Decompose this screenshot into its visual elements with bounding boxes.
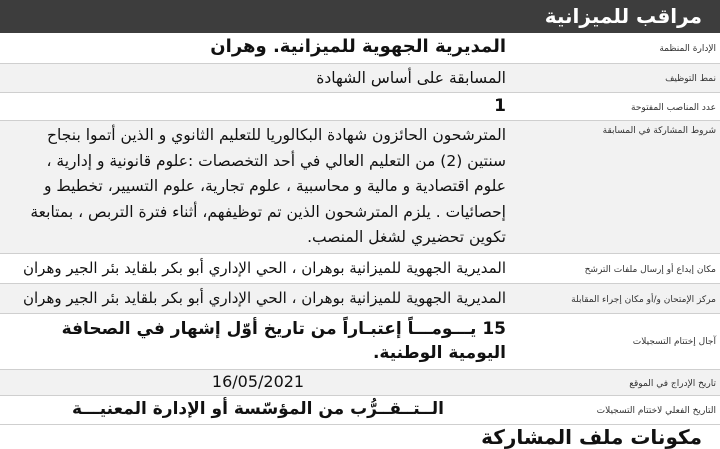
job-title-header [0,0,720,33]
field-value: المديرية الجهوية للميزانية بوهران ، الحي الإداري أبو بكر بلقايد بئر الجير وهران [23,289,506,307]
job-title: مراقب للميزانية [544,4,702,28]
field-value: 1 [494,96,506,116]
row-exam-centre [0,284,720,314]
field-value: المديرية الجهوية للميزانية. وهران [210,36,506,57]
field-label: نمط التوظيف [665,74,716,84]
row-participation-conditions [0,121,720,254]
field-value: 16/05/2021 [211,372,305,391]
field-label: التاريخ الفعلي لاختتام التسجيلات [596,406,716,416]
row-actual-closing-date [0,396,720,425]
row-registration-deadline [0,314,720,370]
field-label: آجال إختتام التسجيلات [632,337,716,347]
field-value: المسابقة على أساس الشهادة [316,69,506,87]
field-value: المديرية الجهوية للميزانية بوهران ، الحي الإداري أبو بكر بلقايد بئر الجير وهران [23,259,506,277]
field-label: عدد المناصب المفتوحة [631,103,716,113]
field-label: مركز الإمتحان و/أو مكان إجراء المقابلة [571,295,716,305]
field-value: 15 يـــومـــاً إعتبـاراً من تاريخ أوّل إشهار في الصحافة اليومية الوطنية. [61,319,506,363]
section-title: مكونات ملف المشاركة [481,425,702,449]
field-label: تاريخ الإدراج في الموقع [629,379,716,389]
field-label: مكان إيداع أو إرسال ملفات الترشح [584,265,716,275]
field-label: شروط المشاركة في المسابقة [602,126,716,136]
field-label: الإدارة المنظمة [659,44,716,54]
field-value: المترشحون الحائزون شهادة البكالوريا للتعليم الثانوي و الذين أتموا بنجاح سنتين (2) من التعليم العالي في أحد التخصصات :علوم قانونية و إدارية ، علوم اقتصادية و مالية و محاسبية ، علوم تجارية، علوم التسيير، تخطيط و إحصائيات . يلزم المترشحون الذين تم توظيفهم، أثناء فترة التربص ، بمتابعة تكوين تحضيري لشغل المنصب. [30,126,506,246]
row-posting-date [0,370,720,396]
row-organizing-administration [0,33,720,64]
row-recruitment-mode [0,64,720,93]
field-value: الــتــقــرُّب من المؤسّسة أو الإدارة المعنيـــة [72,399,444,419]
row-open-posts [0,93,720,121]
row-application-place [0,254,720,284]
